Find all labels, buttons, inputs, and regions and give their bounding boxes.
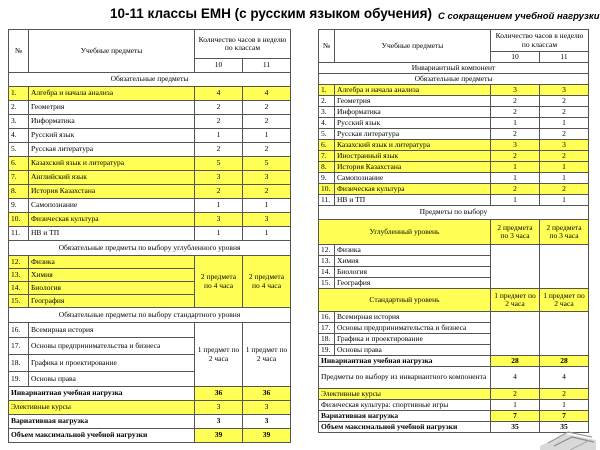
hours-grade-11: 1 bbox=[243, 129, 291, 143]
hours-grade-10: 2 bbox=[195, 143, 243, 157]
elective-courses-label: Элективные курсы bbox=[319, 389, 491, 400]
hours-grade-11: 3 bbox=[243, 213, 291, 227]
subject-name: Всемирная история bbox=[29, 323, 195, 338]
subject-name: География bbox=[335, 278, 491, 289]
subject-name: География bbox=[29, 295, 195, 308]
invariant-choice-label: Предметы по выбору из инвариантного компонента bbox=[319, 367, 491, 389]
section-elective-deep: Обязательные предметы по выбору углубленного уровня bbox=[9, 241, 291, 256]
hours-grade-11: 1 bbox=[540, 162, 589, 173]
row-number: 8. bbox=[9, 185, 29, 199]
row-number: 19. bbox=[319, 345, 335, 356]
hours-grade-10: 3 bbox=[491, 140, 540, 151]
hours-grade-10: 3 bbox=[491, 85, 540, 96]
books-decoration-icon bbox=[530, 410, 600, 450]
elective-courses-10: 3 bbox=[195, 401, 243, 415]
hours-grade-11: 2 bbox=[540, 151, 589, 162]
row-number: 8. bbox=[319, 162, 335, 173]
pe-sports-games-10: 1 bbox=[491, 400, 540, 411]
hours-grade-11: 1 bbox=[243, 199, 291, 213]
subject-name: Информатика bbox=[29, 115, 195, 129]
subject-name: Основы права bbox=[29, 372, 195, 387]
variable-load-label: Вариативная нагрузка bbox=[9, 415, 195, 429]
table-row bbox=[9, 185, 291, 199]
hours-grade-10: 1 bbox=[491, 173, 540, 184]
table-row bbox=[319, 118, 589, 129]
table-row bbox=[9, 227, 291, 241]
row-number: 11. bbox=[9, 227, 29, 241]
page-subtitle: С сокращением учебной нагрузки bbox=[438, 11, 600, 22]
row-number: 5. bbox=[9, 143, 29, 157]
row-number: 6. bbox=[319, 140, 335, 151]
invariant-load-11: 36 bbox=[243, 387, 291, 401]
table-row bbox=[319, 184, 589, 195]
row-number: 14. bbox=[9, 282, 29, 295]
hours-grade-10: 5 bbox=[195, 157, 243, 171]
row-number: 10. bbox=[319, 184, 335, 195]
deep-hours-10: 2 предмета по 3 часа bbox=[491, 220, 540, 245]
header-grade-11: 11 bbox=[243, 59, 291, 73]
row-number: 13. bbox=[319, 256, 335, 267]
hours-grade-11: 5 bbox=[243, 157, 291, 171]
subject-name: Казахский язык и литература bbox=[29, 157, 195, 171]
section-choice: Предметы по выбору bbox=[319, 206, 589, 220]
hours-grade-11: 2 bbox=[540, 107, 589, 118]
subject-name: Физика bbox=[29, 256, 195, 269]
row-number: 4. bbox=[319, 118, 335, 129]
invariant-load-10: 36 bbox=[195, 387, 243, 401]
row-number: 11. bbox=[319, 195, 335, 206]
page-title: 10-11 классы ЕМН (с русским языком обучения) bbox=[110, 6, 432, 21]
hours-grade-11: 2 bbox=[540, 129, 589, 140]
table-row bbox=[319, 140, 589, 151]
table-row bbox=[9, 157, 291, 171]
row-number: 17. bbox=[9, 338, 29, 355]
subject-name: Физика bbox=[335, 245, 491, 256]
variable-load-11: 7 bbox=[540, 411, 589, 422]
hours-grade-11: 3 bbox=[540, 85, 589, 96]
hours-grade-10: 1 bbox=[491, 118, 540, 129]
hours-grade-11: 2 bbox=[540, 184, 589, 195]
subject-name: НВ и ТП bbox=[335, 195, 491, 206]
section-elective-standard: Обязательные предметы по выбору стандартного уровня bbox=[9, 308, 291, 323]
invariant-load-10: 28 bbox=[491, 356, 540, 367]
subject-name: Алгебра и начала анализа bbox=[29, 87, 195, 101]
header-number: № bbox=[319, 30, 335, 63]
subject-name: Основы предпринимательства и бизнеса bbox=[335, 323, 491, 334]
row-number: 2. bbox=[9, 101, 29, 115]
subject-name: Химия bbox=[29, 269, 195, 282]
subject-name: Геометрия bbox=[29, 101, 195, 115]
variable-load-label: Вариативная нагрузка bbox=[319, 411, 491, 422]
subject-name: Русская литература bbox=[29, 143, 195, 157]
subject-name: Алгебра и начала анализа bbox=[335, 85, 491, 96]
row-number: 16. bbox=[319, 312, 335, 323]
subject-name: НВ и ТП bbox=[29, 227, 195, 241]
hours-grade-11: 2 bbox=[243, 185, 291, 199]
table-row bbox=[319, 107, 589, 118]
max-load-11: 35 bbox=[540, 422, 589, 433]
row-number: 7. bbox=[319, 151, 335, 162]
row-number: 4. bbox=[9, 129, 29, 143]
subject-name: Русский язык bbox=[29, 129, 195, 143]
subject-name: Самопознание bbox=[335, 173, 491, 184]
hours-grade-10: 2 bbox=[195, 101, 243, 115]
table-row bbox=[319, 162, 589, 173]
left-curriculum-table bbox=[8, 29, 291, 443]
deep-hours-10: 2 предмета по 4 часа bbox=[195, 256, 243, 308]
subject-name: Основы предпринимательства и бизнеса bbox=[29, 338, 195, 355]
row-number: 15. bbox=[319, 278, 335, 289]
invariant-choice-11: 4 bbox=[540, 367, 589, 389]
std-hours-11: 1 предмет по 2 часа bbox=[243, 323, 291, 387]
subject-name: Русская литература bbox=[335, 129, 491, 140]
subject-name: Графика и проектирование bbox=[335, 334, 491, 345]
row-number: 15. bbox=[9, 295, 29, 308]
header-hours: Количество часов в неделю по классам bbox=[195, 30, 291, 59]
hours-grade-11: 1 bbox=[243, 227, 291, 241]
table-row bbox=[319, 96, 589, 107]
row-number: 1. bbox=[9, 87, 29, 101]
header-subjects: Учебные предметы bbox=[29, 30, 195, 73]
hours-grade-10: 2 bbox=[195, 185, 243, 199]
deep-hours-11: 2 предмета по 3 часа bbox=[540, 220, 589, 245]
row-number: 17. bbox=[319, 323, 335, 334]
subject-name: История Казахстана bbox=[29, 185, 195, 199]
row-number: 3. bbox=[9, 115, 29, 129]
subject-name: Основы права bbox=[335, 345, 491, 356]
hours-grade-11: 2 bbox=[243, 115, 291, 129]
hours-grade-10: 2 bbox=[491, 107, 540, 118]
variable-load-11: 3 bbox=[243, 415, 291, 429]
table-row bbox=[319, 195, 589, 206]
hours-grade-10: 1 bbox=[491, 195, 540, 206]
right-curriculum-table bbox=[318, 29, 589, 433]
hours-grade-11: 2 bbox=[243, 143, 291, 157]
row-number: 19. bbox=[9, 372, 29, 387]
table-row bbox=[9, 171, 291, 185]
row-number: 18. bbox=[319, 334, 335, 345]
hours-grade-11: 1 bbox=[540, 118, 589, 129]
hours-grade-11: 2 bbox=[540, 96, 589, 107]
row-number: 10. bbox=[9, 213, 29, 227]
deep-blank-11 bbox=[540, 245, 589, 289]
pe-sports-games-label: Физическая культура: спортивные игры bbox=[319, 400, 491, 411]
subject-name: Информатика bbox=[335, 107, 491, 118]
header-hours: Количество часов в неделю по классам bbox=[491, 30, 589, 52]
row-number: 6. bbox=[9, 157, 29, 171]
row-number: 2. bbox=[319, 96, 335, 107]
hours-grade-10: 1 bbox=[195, 227, 243, 241]
variable-load-10: 7 bbox=[491, 411, 540, 422]
invariant-load-label: Инвариантная учебная нагрузка bbox=[9, 387, 195, 401]
header-grade-10: 10 bbox=[491, 52, 540, 63]
table-row bbox=[9, 199, 291, 213]
hours-grade-11: 1 bbox=[540, 195, 589, 206]
hours-grade-11: 3 bbox=[243, 171, 291, 185]
subject-name: Биология bbox=[335, 267, 491, 278]
hours-grade-11: 4 bbox=[243, 87, 291, 101]
invariant-load-label: Инвариантная учебная нагрузка bbox=[319, 356, 491, 367]
table-row bbox=[9, 129, 291, 143]
subject-name: Биология bbox=[29, 282, 195, 295]
table-row bbox=[9, 143, 291, 157]
subject-name: Графика и проектирование bbox=[29, 355, 195, 372]
deep-hours-11: 2 предмета по 4 часа bbox=[243, 256, 291, 308]
invariant-load-11: 28 bbox=[540, 356, 589, 367]
std-hours-10: 1 предмет по 2 часа bbox=[195, 323, 243, 387]
table-row bbox=[9, 115, 291, 129]
table-row bbox=[9, 101, 291, 115]
variable-load-10: 3 bbox=[195, 415, 243, 429]
pe-sports-games-11: 1 bbox=[540, 400, 589, 411]
hours-grade-11: 3 bbox=[540, 140, 589, 151]
subject-name: Физическая культура bbox=[335, 184, 491, 195]
subject-name: Всемирная история bbox=[335, 312, 491, 323]
row-number: 14. bbox=[319, 267, 335, 278]
header-subjects: Учебные предметы bbox=[335, 30, 491, 63]
elective-courses-11: 2 bbox=[540, 389, 589, 400]
max-load-label: Объем максимальной учебной нагрузки bbox=[319, 422, 491, 433]
row-number: 9. bbox=[9, 199, 29, 213]
subject-name: Русский язык bbox=[335, 118, 491, 129]
invariant-choice-10: 4 bbox=[491, 367, 540, 389]
elective-courses-11: 3 bbox=[243, 401, 291, 415]
table-row bbox=[9, 213, 291, 227]
elective-courses-label: Элективные курсы bbox=[9, 401, 195, 415]
section-mandatory: Обязательные предметы bbox=[9, 73, 291, 87]
section-mandatory: Обязательные предметы bbox=[319, 74, 589, 85]
subject-name: Казахский язык и литература bbox=[335, 140, 491, 151]
row-number: 12. bbox=[9, 256, 29, 269]
hours-grade-10: 2 bbox=[491, 184, 540, 195]
deep-blank-10 bbox=[491, 245, 540, 289]
hours-grade-10: 2 bbox=[491, 151, 540, 162]
hours-grade-11: 1 bbox=[540, 173, 589, 184]
hours-grade-11: 2 bbox=[243, 101, 291, 115]
hours-grade-10: 1 bbox=[491, 162, 540, 173]
subject-name: Иностранный язык bbox=[335, 151, 491, 162]
header-grade-10: 10 bbox=[195, 59, 243, 73]
hours-grade-10: 1 bbox=[195, 199, 243, 213]
subject-name: Самопознание bbox=[29, 199, 195, 213]
header-number: № bbox=[9, 30, 29, 73]
hours-grade-10: 3 bbox=[195, 171, 243, 185]
hours-grade-10: 3 bbox=[195, 213, 243, 227]
hours-grade-10: 1 bbox=[195, 129, 243, 143]
table-row bbox=[319, 129, 589, 140]
table-row bbox=[319, 151, 589, 162]
hours-grade-10: 2 bbox=[491, 129, 540, 140]
standard-level-label: Стандартный уровень bbox=[319, 289, 491, 312]
row-number: 9. bbox=[319, 173, 335, 184]
header-grade-11: 11 bbox=[540, 52, 589, 63]
row-number: 18. bbox=[9, 355, 29, 372]
row-number: 7. bbox=[9, 171, 29, 185]
max-load-11: 39 bbox=[243, 429, 291, 443]
subject-name: История Казахстана bbox=[335, 162, 491, 173]
row-number: 5. bbox=[319, 129, 335, 140]
row-number: 3. bbox=[319, 107, 335, 118]
subject-name: Английский язык bbox=[29, 171, 195, 185]
std-hours-11: 1 предмет по 2 часа bbox=[540, 289, 589, 312]
table-row bbox=[319, 85, 589, 96]
hours-grade-10: 2 bbox=[491, 96, 540, 107]
row-number: 1. bbox=[319, 85, 335, 96]
max-load-label: Объем максимальной учебной нагрузки bbox=[9, 429, 195, 443]
table-row bbox=[319, 173, 589, 184]
row-number: 12. bbox=[319, 245, 335, 256]
deep-level-label: Углубленный уровень bbox=[319, 220, 491, 245]
hours-grade-10: 4 bbox=[195, 87, 243, 101]
section-invariant: Инвариантный компонент bbox=[319, 63, 589, 74]
table-row bbox=[9, 87, 291, 101]
subject-name: Химия bbox=[335, 256, 491, 267]
subject-name: Физическая культура bbox=[29, 213, 195, 227]
hours-grade-10: 2 bbox=[195, 115, 243, 129]
elective-courses-10: 2 bbox=[491, 389, 540, 400]
std-hours-10: 1 предмет по 2 часа bbox=[491, 289, 540, 312]
std-blank-11 bbox=[540, 312, 589, 356]
row-number: 16. bbox=[9, 323, 29, 338]
row-number: 13. bbox=[9, 269, 29, 282]
subject-name: Геометрия bbox=[335, 96, 491, 107]
max-load-10: 35 bbox=[491, 422, 540, 433]
max-load-10: 39 bbox=[195, 429, 243, 443]
std-blank-10 bbox=[491, 312, 540, 356]
